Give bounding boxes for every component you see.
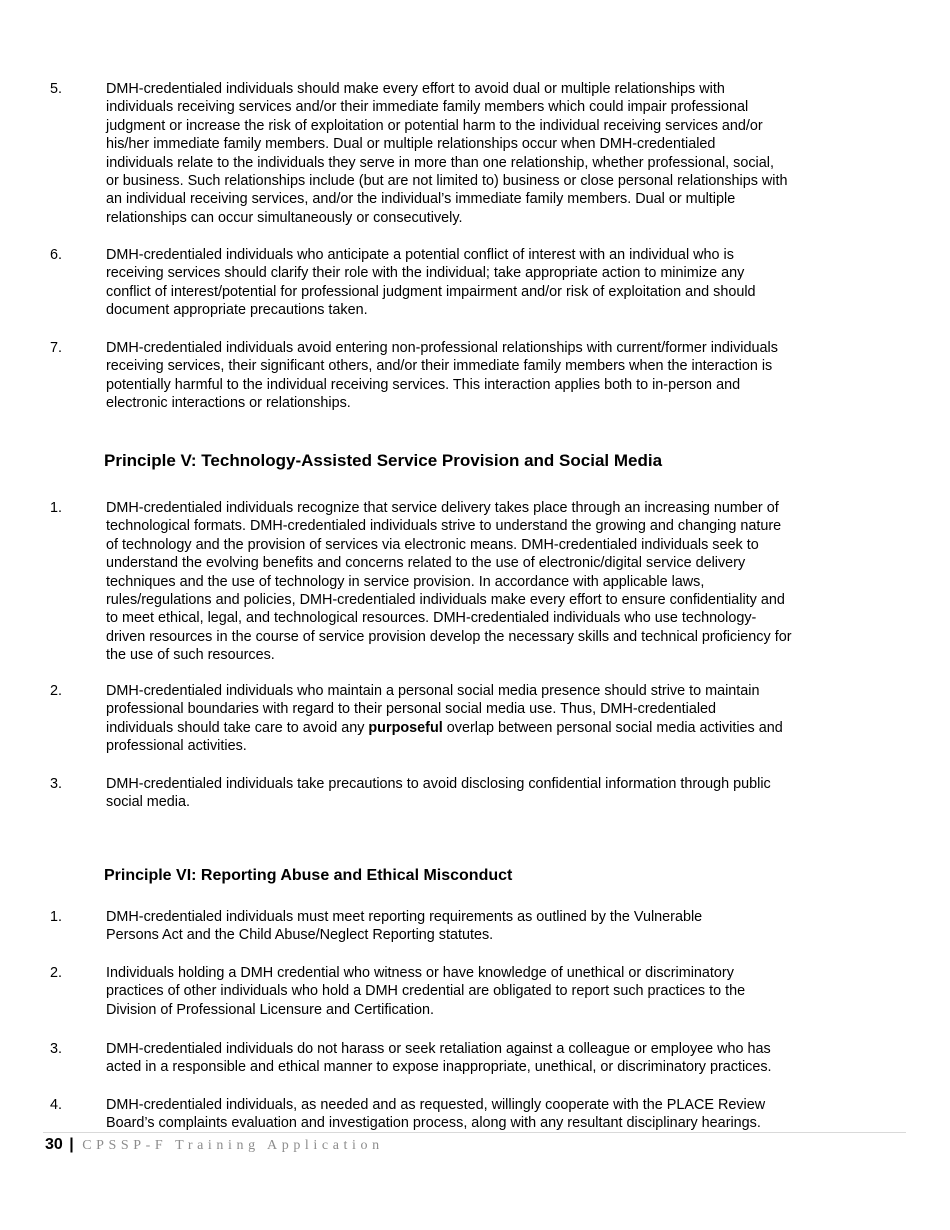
item-number: 7. (50, 340, 63, 356)
text-line: of technology and the provision of services via electronic means. DMH-credentialed individuals seek to (106, 536, 759, 553)
item-number: 1. (50, 909, 63, 925)
item-number: 1. (50, 500, 63, 516)
text-line: an individual receiving services, and/or the individual’s immediate family members. Dual or multiple (106, 191, 736, 208)
item-number: 3. (50, 1041, 63, 1057)
text-line: receiving services, their significant others, and/or their immediate family members when the interaction is (106, 358, 773, 375)
text-line: DMH-credentialed individuals who maintain a personal social media presence should strive to maintain (106, 683, 760, 699)
text-line: DMH-credentialed individuals take precautions to avoid disclosing confidential information through public (106, 776, 771, 792)
section-heading: Principle V: Technology-Assisted Service Provision and Social Media (104, 451, 663, 470)
item-number: 3. (50, 776, 63, 792)
text-line: Individuals holding a DMH credential who witness or have knowledge of unethical or discriminatory (106, 965, 734, 981)
text-line: to meet ethical, legal, and technological resources. DMH-credentialed individuals who use technology- (106, 610, 757, 627)
text-line (106, 719, 850, 737)
text-line: Persons Act and the Child Abuse/Neglect Reporting statutes. (106, 927, 494, 944)
text-line: DMH-credentialed individuals who anticipate a potential conflict of interest with an individual who is (106, 247, 734, 263)
text-line: social media. (106, 794, 190, 811)
text-line: the use of such resources. (106, 647, 275, 664)
text-line: technological formats. DMH-credentialed individuals strive to understand the growing and changing nature (106, 518, 782, 535)
item-number: 4. (50, 1097, 63, 1113)
text-line: professional activities. (106, 738, 247, 755)
text-line: Board’s complaints evaluation and investigation process, along with any resultant disciplinary hearings. (106, 1115, 761, 1132)
item-number: 6. (50, 247, 63, 263)
text-line: potentially harmful to the individual receiving services. This interaction applies both to in-person and (106, 376, 741, 393)
text-line: electronic interactions or relationships. (106, 395, 351, 412)
text-line: DMH-credentialed individuals do not harass or seek retaliation against a colleague or employee who has (106, 1041, 771, 1057)
text-line: rules/regulations and policies, DMH-credentialed individuals make every effort to ensure confidentiality and (106, 592, 785, 609)
text-line: practices of other individuals who hold a DMH credential are obligated to report such practices to the (106, 983, 746, 1000)
text-line: DMH-credentialed individuals should make every effort to avoid dual or multiple relationships with (106, 81, 725, 97)
text-line: professional boundaries with regard to their personal social media use. Thus, DMH-credentialed (106, 701, 717, 718)
item-number: 5. (50, 81, 63, 97)
text-line: individuals receiving services and/or their immediate family members which could impair professional (106, 99, 749, 116)
text-line: document appropriate precautions taken. (106, 302, 368, 319)
footer-divider (43, 1132, 906, 1133)
item-text (106, 1040, 850, 1077)
item-text (106, 339, 850, 413)
text-line: receiving services should clarify their role with the individual; take appropriate action to minimize any (106, 265, 745, 282)
text-run: individuals should take care to avoid any (106, 719, 369, 736)
document-title: CPSSP-F Training Application (82, 1138, 384, 1153)
text-line: relationships can occur simultaneously or consecutively. (106, 209, 463, 226)
page-number: 30 (45, 1136, 63, 1153)
text-line: understand the evolving benefits and concerns related to the use of electronic/digital service delivery (106, 555, 746, 572)
emphasized-word: purposeful (368, 719, 443, 736)
text-line: driven resources in the course of service provision develop the necessary skills and technical proficiency for (106, 628, 792, 645)
text-run: overlap between personal social media activities and (442, 719, 783, 736)
text-line: acted in a responsible and ethical manner to expose inappropriate, unethical, or discriminatory practices. (106, 1059, 772, 1076)
text-line: DMH-credentialed individuals, as needed and as requested, willingly cooperate with the PLACE Review (106, 1097, 766, 1113)
page-footer (45, 1136, 384, 1154)
text-line: his/her immediate family members. Dual or multiple relationships occur when DMH-credentialed (106, 136, 716, 153)
item-text (106, 682, 850, 756)
item-number: 2. (50, 683, 63, 699)
item-text (106, 246, 850, 320)
footer-separator: | (69, 1136, 74, 1153)
item-text (106, 499, 850, 665)
text-line: Division of Professional Licensure and Certification. (106, 1001, 434, 1018)
text-line: individuals relate to the individuals they serve in more than one relationship, whether professional, social, (106, 154, 774, 171)
text-line: or business. Such relationships include (but are not limited to) business or close personal relationships with (106, 173, 788, 190)
text-line: DMH-credentialed individuals must meet reporting requirements as outlined by the Vulnerable (106, 909, 703, 925)
item-number: 2. (50, 965, 63, 981)
text-line: techniques and the use of technology in service provision. In accordance with applicable laws, (106, 573, 705, 590)
item-text (106, 80, 850, 227)
text-line: judgment or increase the risk of exploitation or potential harm to the individual receiving services and/or (106, 117, 763, 134)
item-text (106, 775, 850, 812)
item-text (106, 908, 850, 945)
item-text (106, 1096, 850, 1133)
text-line: DMH-credentialed individuals avoid entering non-professional relationships with current/former individuals (106, 340, 778, 356)
section-heading: Principle VI: Reporting Abuse and Ethical Misconduct (104, 867, 513, 884)
text-line: DMH-credentialed individuals recognize that service delivery takes place through an increasing number of (106, 500, 779, 516)
text-line: conflict of interest/potential for professional judgment impairment and/or risk of exploitation and should (106, 283, 756, 300)
item-text (106, 964, 850, 1019)
